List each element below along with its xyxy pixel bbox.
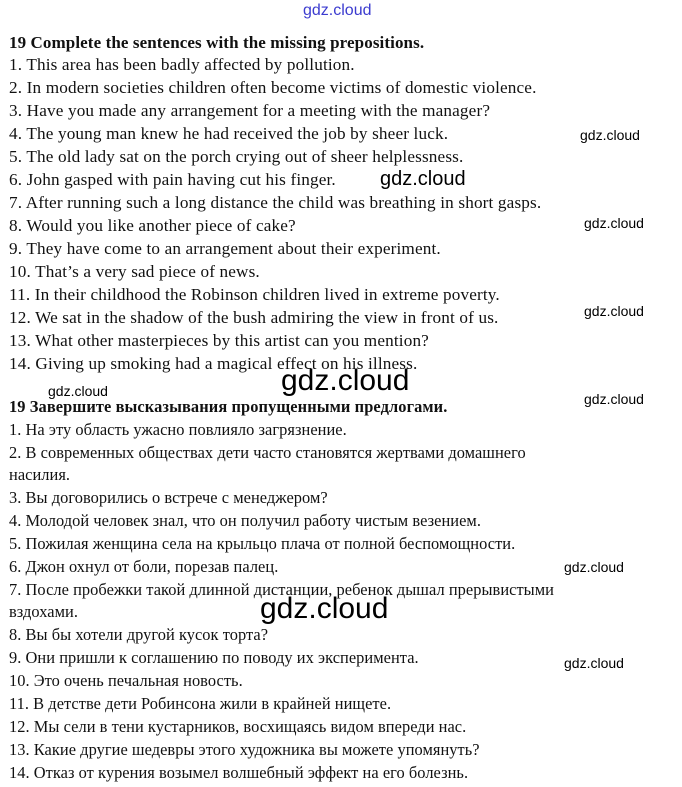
watermark: gdz.cloud	[564, 559, 624, 575]
watermark: gdz.cloud	[48, 383, 108, 399]
list-item: 10. Это очень печальная новость.	[9, 671, 243, 690]
list-item: 2. В современных обществах дети часто становятся жертвами домашнего	[9, 443, 526, 462]
watermark: gdz.cloud	[260, 592, 389, 625]
list-item: 11. В детстве дети Робинсона жили в крайней нищете.	[9, 694, 392, 713]
list-item: 3. Вы договорились о встрече с менеджером?	[9, 488, 328, 507]
watermark: gdz.cloud	[584, 391, 644, 407]
list-item: 8. Would you like another piece of cake?	[9, 216, 296, 235]
list-item: 12. Мы сели в тени кустарников, восхищаясь видом впереди нас.	[9, 717, 467, 736]
list-item: 4. The young man knew he had received the job by sheer luck.	[9, 124, 449, 143]
list-item: 9. Они пришли к соглашению по поводу их эксперимента.	[9, 648, 419, 667]
list-item: 14. Отказ от курения возымел волшебный эффект на его болезнь.	[9, 763, 469, 782]
watermark: gdz.cloud	[281, 364, 410, 397]
list-item: 4. Молодой человек знал, что он получил работу чистым везением.	[9, 511, 481, 530]
watermark: gdz.cloud	[380, 168, 466, 190]
list-item: 1. На эту область ужасно повлияло загрязнение.	[9, 420, 347, 439]
russian-heading: 19 Завершите высказывания пропущенными предлогами.	[9, 397, 448, 416]
list-item: вздохами.	[9, 602, 78, 621]
list-item: 3. Have you made any arrangement for a meeting with the manager?	[9, 101, 491, 120]
watermark: gdz.cloud	[584, 215, 644, 231]
english-heading: 19 Complete the sentences with the missing prepositions.	[9, 33, 425, 52]
watermark-top: gdz.cloud	[303, 2, 372, 19]
list-item: 9. They have come to an arrangement about their experiment.	[9, 239, 441, 258]
list-item: 10. That’s a very sad piece of news.	[9, 262, 260, 281]
list-item: 2. In modern societies children often become victims of domestic violence.	[9, 78, 537, 97]
list-item: 5. Пожилая женщина села на крыльцо плача от полной беспомощности.	[9, 534, 516, 553]
watermark: gdz.cloud	[584, 303, 644, 319]
list-item: 6. John gasped with pain having cut his finger.	[9, 170, 336, 189]
list-item: 7. После пробежки такой длинной дистанции, ребенок дышал прерывистыми	[9, 580, 554, 599]
list-item: 13. What other masterpieces by this artist can you mention?	[9, 331, 429, 350]
list-item: 11. In their childhood the Robinson children lived in extreme poverty.	[9, 285, 500, 304]
list-item: 7. After running such a long distance the child was breathing in short gasps.	[9, 193, 542, 212]
list-item: 12. We sat in the shadow of the bush admiring the view in front of us.	[9, 308, 499, 327]
list-item: 5. The old lady sat on the porch crying out of sheer helplessness.	[9, 147, 464, 166]
list-item: 6. Джон охнул от боли, порезав палец.	[9, 557, 279, 576]
list-item: 13. Какие другие шедевры этого художника вы можете упомянуть?	[9, 740, 480, 759]
list-item: насилия.	[9, 465, 71, 484]
list-item: 1. This area has been badly affected by pollution.	[9, 55, 355, 74]
watermark: gdz.cloud	[564, 655, 624, 671]
list-item: 14. Giving up smoking had a magical effect on his illness.	[9, 354, 418, 373]
list-item: 8. Вы бы хотели другой кусок торта?	[9, 625, 269, 644]
watermark: gdz.cloud	[580, 127, 640, 143]
